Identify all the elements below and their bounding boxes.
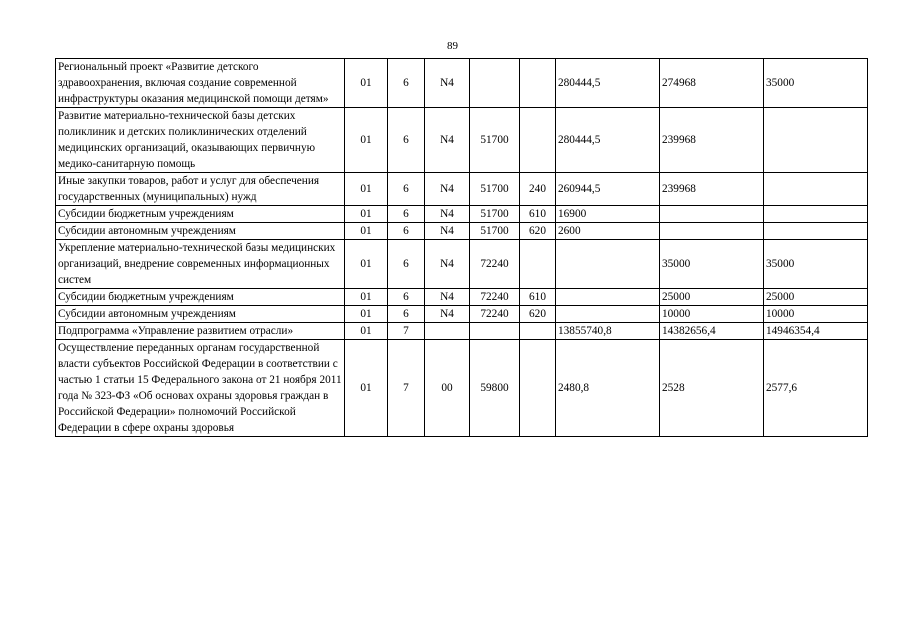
- amount-year-3: [764, 108, 868, 173]
- direction-code: 51700: [470, 173, 520, 206]
- row-name: Субсидии бюджетным учреждениям: [56, 206, 345, 223]
- amount-year-2: 2528: [660, 340, 764, 437]
- program-code: 7: [388, 323, 425, 340]
- row-name: Осуществление переданных органам государственной власти субъектов Российской Федерации в соответствии с частью 1 статьи 15 Федерального закона от 21 ноября 2011 года № 323-ФЗ «Об основах охраны здоровья граждан в Российской Федерации» полномочий Российской Федерации в сфере охраны здоровья: [56, 340, 345, 437]
- program-code: 6: [388, 173, 425, 206]
- program-code: 6: [388, 306, 425, 323]
- subprogram-code: N4: [425, 289, 470, 306]
- table-row: [56, 340, 868, 437]
- program-code: 6: [388, 59, 425, 108]
- amount-year-2: [660, 206, 764, 223]
- expense-type-code: [520, 108, 556, 173]
- amount-year-3: 25000: [764, 289, 868, 306]
- subprogram-code: N4: [425, 108, 470, 173]
- direction-code: 51700: [470, 108, 520, 173]
- row-name: Иные закупки товаров, работ и услуг для обеспечения государственных (муниципальных) нужд: [56, 173, 345, 206]
- table-row: [56, 306, 868, 323]
- subprogram-code: N4: [425, 240, 470, 289]
- row-name: Субсидии бюджетным учреждениям: [56, 289, 345, 306]
- table-row: [56, 59, 868, 108]
- expense-type-code: 240: [520, 173, 556, 206]
- expense-type-code: 620: [520, 306, 556, 323]
- amount-year-1: 2600: [556, 223, 660, 240]
- row-name: Субсидии автономным учреждениям: [56, 306, 345, 323]
- table-row: [56, 289, 868, 306]
- subprogram-code: [425, 323, 470, 340]
- direction-code: 51700: [470, 223, 520, 240]
- expense-type-code: 620: [520, 223, 556, 240]
- amount-year-2: 35000: [660, 240, 764, 289]
- expense-type-code: 610: [520, 289, 556, 306]
- ministry-code: 01: [345, 206, 388, 223]
- amount-year-2: [660, 223, 764, 240]
- subprogram-code: N4: [425, 306, 470, 323]
- amount-year-3: 14946354,4: [764, 323, 868, 340]
- ministry-code: 01: [345, 306, 388, 323]
- ministry-code: 01: [345, 173, 388, 206]
- amount-year-2: 14382656,4: [660, 323, 764, 340]
- subprogram-code: N4: [425, 223, 470, 240]
- amount-year-1: [556, 306, 660, 323]
- budget-table: [55, 58, 868, 437]
- amount-year-2: 239968: [660, 173, 764, 206]
- amount-year-1: 2480,8: [556, 340, 660, 437]
- row-name: Субсидии автономным учреждениям: [56, 223, 345, 240]
- amount-year-3: 35000: [764, 240, 868, 289]
- ministry-code: 01: [345, 59, 388, 108]
- amount-year-3: 10000: [764, 306, 868, 323]
- table-row: [56, 173, 868, 206]
- amount-year-1: 13855740,8: [556, 323, 660, 340]
- subprogram-code: N4: [425, 173, 470, 206]
- subprogram-code: N4: [425, 59, 470, 108]
- row-name: Региональный проект «Развитие детского здравоохранения, включая создание современной инфраструктуры оказания медицинской помощи детям»: [56, 59, 345, 108]
- row-name: Подпрограмма «Управление развитием отрасли»: [56, 323, 345, 340]
- amount-year-3: [764, 206, 868, 223]
- program-code: 7: [388, 340, 425, 437]
- table-row: [56, 108, 868, 173]
- ministry-code: 01: [345, 323, 388, 340]
- program-code: 6: [388, 206, 425, 223]
- subprogram-code: N4: [425, 206, 470, 223]
- amount-year-1: 280444,5: [556, 59, 660, 108]
- direction-code: 72240: [470, 306, 520, 323]
- direction-code: 72240: [470, 289, 520, 306]
- table-row: [56, 206, 868, 223]
- program-code: 6: [388, 289, 425, 306]
- ministry-code: 01: [345, 223, 388, 240]
- amount-year-3: 2577,6: [764, 340, 868, 437]
- ministry-code: 01: [345, 289, 388, 306]
- row-name: Развитие материально-технической базы детских поликлиник и детских поликлинических отделений медицинских организаций, оказывающих первичную медико-санитарную помощь: [56, 108, 345, 173]
- direction-code: 72240: [470, 240, 520, 289]
- amount-year-1: 280444,5: [556, 108, 660, 173]
- amount-year-2: 25000: [660, 289, 764, 306]
- expense-type-code: [520, 240, 556, 289]
- amount-year-3: [764, 223, 868, 240]
- direction-code: 59800: [470, 340, 520, 437]
- subprogram-code: 00: [425, 340, 470, 437]
- direction-code: 51700: [470, 206, 520, 223]
- expense-type-code: [520, 59, 556, 108]
- program-code: 6: [388, 223, 425, 240]
- table-row: [56, 240, 868, 289]
- amount-year-1: [556, 240, 660, 289]
- direction-code: [470, 323, 520, 340]
- program-code: 6: [388, 108, 425, 173]
- ministry-code: 01: [345, 340, 388, 437]
- amount-year-1: 260944,5: [556, 173, 660, 206]
- table-row: [56, 323, 868, 340]
- page-number: 89: [447, 40, 458, 52]
- row-name: Укрепление материально-технической базы медицинских организаций, внедрение современных информационных систем: [56, 240, 345, 289]
- program-code: 6: [388, 240, 425, 289]
- amount-year-2: 274968: [660, 59, 764, 108]
- amount-year-1: [556, 289, 660, 306]
- amount-year-2: 10000: [660, 306, 764, 323]
- amount-year-3: 35000: [764, 59, 868, 108]
- amount-year-1: 16900: [556, 206, 660, 223]
- expense-type-code: [520, 340, 556, 437]
- table-row: [56, 223, 868, 240]
- ministry-code: 01: [345, 108, 388, 173]
- expense-type-code: [520, 323, 556, 340]
- amount-year-3: [764, 173, 868, 206]
- amount-year-2: 239968: [660, 108, 764, 173]
- expense-type-code: 610: [520, 206, 556, 223]
- ministry-code: 01: [345, 240, 388, 289]
- direction-code: [470, 59, 520, 108]
